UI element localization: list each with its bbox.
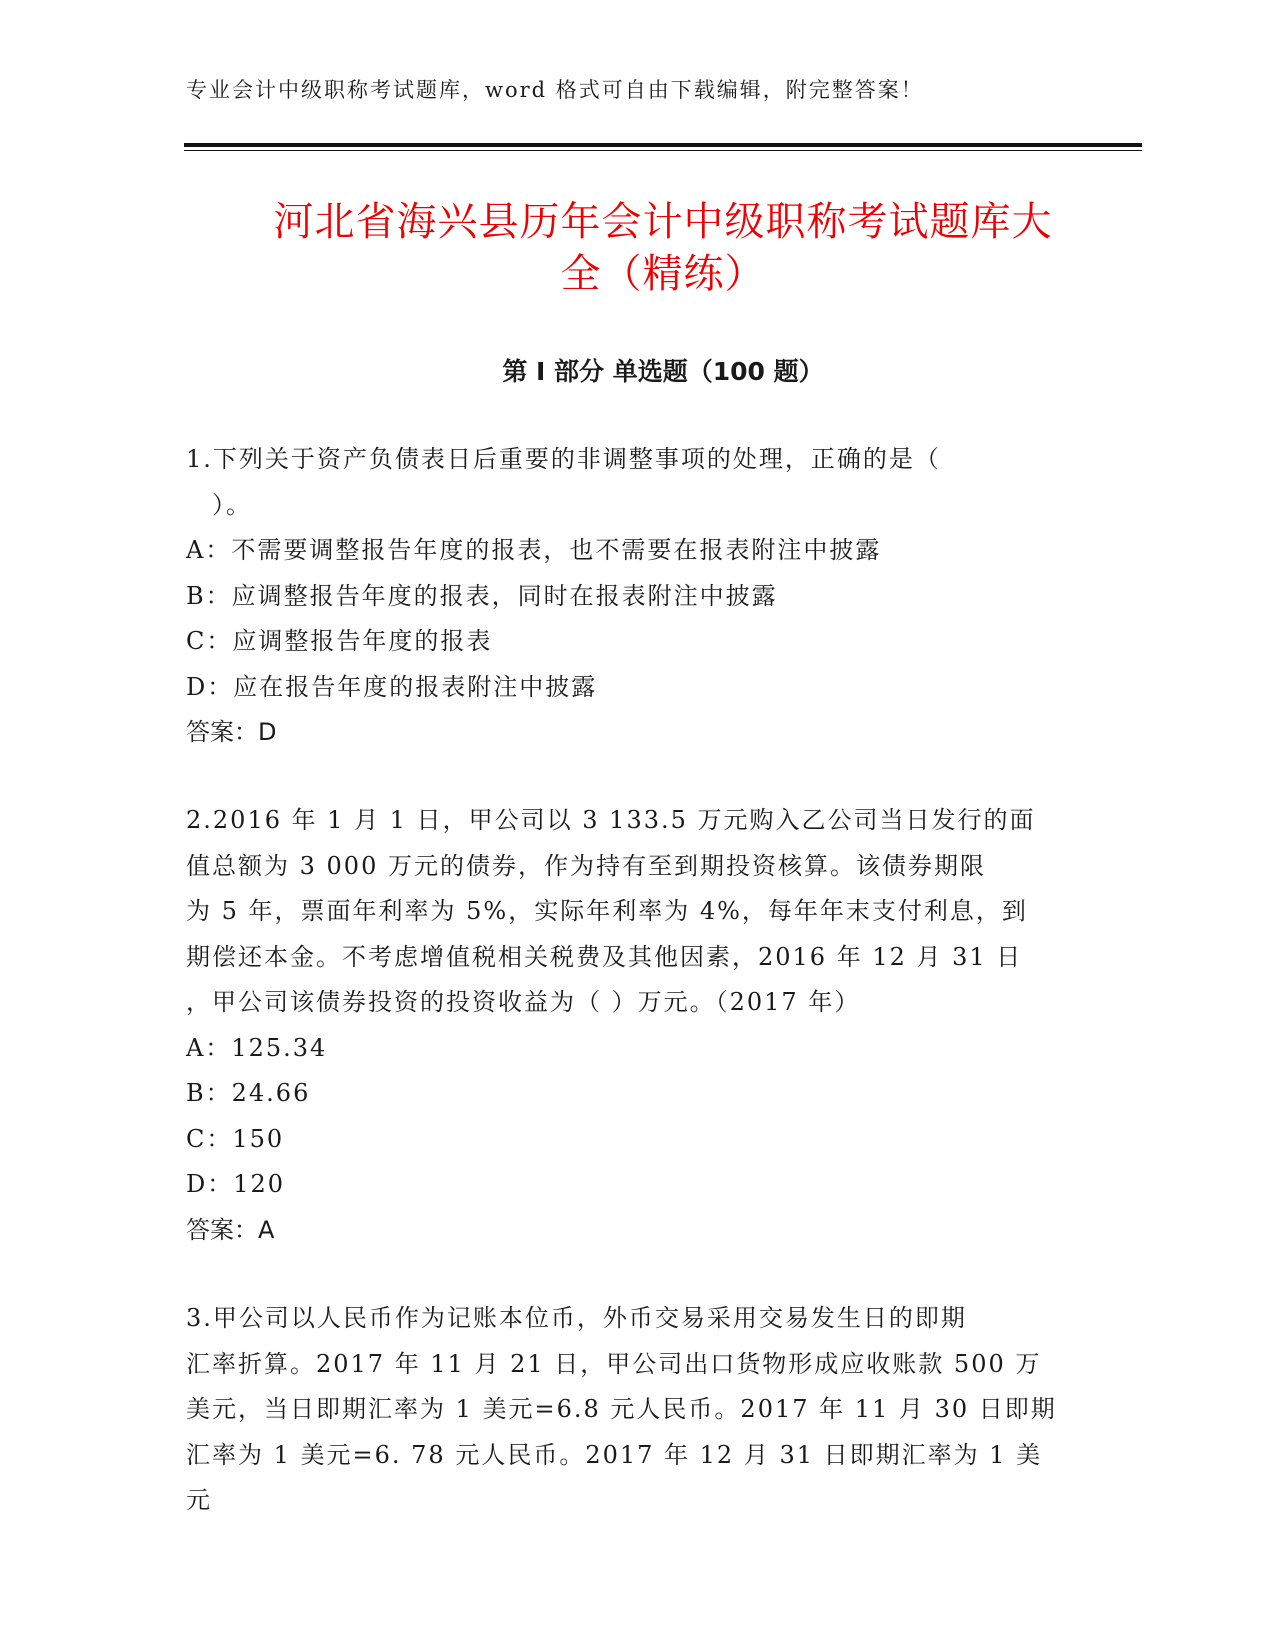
- option-d: D：应在报告年度的报表附注中披露: [186, 672, 598, 701]
- question-stem-line: 期偿还本金。不考虑增值税相关税费及其他因素，2016 年 12 月 31 日: [186, 942, 1023, 971]
- question-stem-line: 3.甲公司以人民币作为记账本位币，外币交易采用交易发生日的即期: [186, 1304, 967, 1332]
- option-c: C：应调整报告年度的报表: [186, 627, 493, 655]
- question-stem-line: ）。: [186, 490, 252, 519]
- option-d: D：120: [186, 1170, 286, 1198]
- question-stem-line: ，甲公司该债券投资的投资收益为（ ）万元。（2017 年）: [186, 988, 861, 1016]
- question-3: [186, 1296, 1066, 1524]
- answer: 答案：D: [186, 718, 277, 746]
- question-1: [186, 437, 1066, 756]
- option-c: C：150: [186, 1124, 285, 1153]
- document-title: [184, 196, 1142, 300]
- question-2: [186, 798, 1066, 1253]
- question-stem-line: 2.2016 年 1 月 1 日，甲公司以 3 133.5 万元购入乙公司当日发行的面: [186, 806, 1036, 834]
- option-b: B：24.66: [186, 1079, 311, 1107]
- question-stem-line: 为 5 年，票面年利率为 5%，实际年利率为 4%，每年年末支付利息，到: [186, 897, 1028, 925]
- question-stem-line: 汇率为 1 美元=6. 78 元人民币。2017 年 12 月 31 日即期汇率为 1 美元: [186, 1440, 1043, 1514]
- question-stem-line: 值总额为 3 000 万元的债券，作为持有至到期投资核算。该债券期限: [186, 851, 986, 880]
- option-a: A：125.34: [186, 1033, 328, 1062]
- header-rule-thin: [184, 150, 1142, 151]
- option-b: B：应调整报告年度的报表，同时在报表附注中披露: [186, 581, 778, 610]
- header-note: 专业会计中级职称考试题库，word 格式可自由下载编辑，附完整答案！: [186, 78, 924, 102]
- question-stem-line: 汇率折算。2017 年 11 月 21 日，甲公司出口货物形成应收账款 500 万: [186, 1349, 1042, 1378]
- option-a: A：不需要调整报告年度的报表，也不需要在报表附注中披露: [186, 536, 882, 564]
- header-rule-thick: [184, 143, 1142, 147]
- document-title-line-1: 河北省海兴县历年会计中级职称考试题库大: [273, 199, 1053, 245]
- question-stem-line: 美元，当日即期汇率为 1 美元=6.8 元人民币。2017 年 11 月 30 日即期: [186, 1395, 1057, 1423]
- section-title: 第 I 部分 单选题（100 题）: [502, 357, 824, 386]
- answer: 答案：A: [186, 1215, 275, 1244]
- question-stem-line: 1.下列关于资产负债表日后重要的非调整事项的处理，正确的是（: [186, 445, 941, 473]
- document-title-line-2: 全（精练）: [560, 251, 766, 297]
